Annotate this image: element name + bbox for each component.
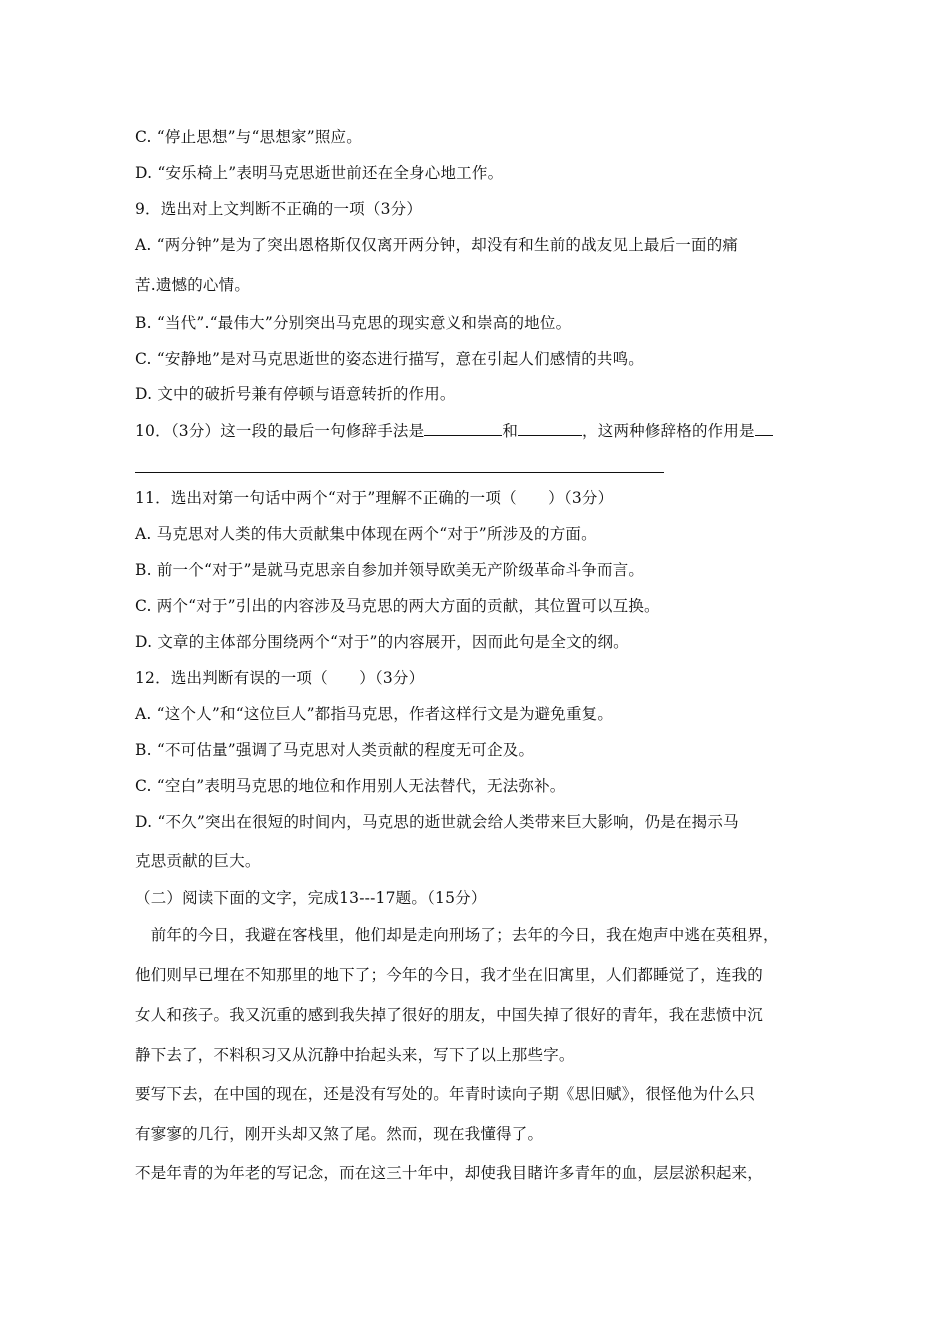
option-9a-cont: 苦.遗憾的心情。 bbox=[135, 276, 251, 294]
question-10-text-a: 10．（3分）这一段的最后一句修辞手法是 bbox=[135, 422, 425, 440]
option-11b: B. 前一个“对于”是就马克思亲自参加并领导欧美无产阶级革命斗争而言。 bbox=[135, 561, 645, 579]
option-12d-cont: 克思贡献的巨大。 bbox=[135, 852, 261, 870]
question-10-text-c: ，这两种修辞格的作用是 bbox=[582, 422, 755, 440]
question-9: 9．选出对上文判断不正确的一项（3分） bbox=[135, 200, 423, 218]
option-12d: D. “不久”突出在很短的时间内，马克思的逝世就会给人类带来巨大影响，仍是在揭示马 bbox=[135, 813, 739, 831]
answer-blank-3[interactable] bbox=[755, 419, 773, 436]
option-11a: A. 马克思对人类的伟大贡献集中体现在两个“对于”所涉及的方面。 bbox=[135, 525, 597, 543]
passage-line: 有寥寥的几行，刚开头却又煞了尾。然而，现在我懂得了。 bbox=[135, 1125, 544, 1143]
passage-line: 他们则早已埋在不知那里的地下了；今年的今日，我才坐在旧寓里，人们都睡觉了，连我的 bbox=[135, 966, 764, 984]
answer-blank-2[interactable] bbox=[518, 419, 582, 436]
option-9b: B. “当代”.“最伟大”分别突出马克思的现实意义和崇高的地位。 bbox=[135, 314, 572, 332]
option-11c: C. 两个“对于”引出的内容涉及马克思的两大方面的贡献，其位置可以互换。 bbox=[135, 597, 660, 615]
option-11d: D. 文章的主体部分围绕两个“对于”的内容展开，因而此句是全文的纲。 bbox=[135, 633, 629, 651]
option-8c: C. “停止思想”与“思想家”照应。 bbox=[135, 128, 362, 146]
option-12c: C. “空白”表明马克思的地位和作用别人无法替代，无法弥补。 bbox=[135, 777, 566, 795]
question-11: 11．选出对第一句话中两个“对于”理解不正确的一项（ ）（3分） bbox=[135, 489, 614, 507]
passage-line: 女人和孩子。我又沉重的感到我失掉了很好的朋友，中国失掉了很好的青年，我在悲愤中沉 bbox=[135, 1006, 764, 1024]
question-10 bbox=[135, 419, 773, 442]
answer-blank-1[interactable] bbox=[424, 419, 502, 436]
option-12a: A. “这个人”和“这位巨人”都指马克思，作者这样行文是为避免重复。 bbox=[135, 705, 614, 723]
question-12: 12．选出判断有误的一项（ ）（3分） bbox=[135, 669, 425, 687]
option-12b: B. “不可估量”强调了马克思对人类贡献的程度无可企及。 bbox=[135, 741, 535, 759]
passage-paragraph-3: 不是年青的为年老的写记念，而在这三十年中，却使我目睹许多青年的血，层层淤积起来， bbox=[135, 1164, 764, 1182]
option-9c: C. “安静地”是对马克思逝世的姿态进行描写，意在引起人们感情的共鸣。 bbox=[135, 350, 645, 368]
question-10-text-b: 和 bbox=[502, 422, 519, 440]
option-9d: D. 文中的破折号兼有停顿与语意转折的作用。 bbox=[135, 385, 456, 403]
option-8d: D. “安乐椅上”表明马克思逝世前还在全身心地工作。 bbox=[135, 164, 504, 182]
option-9a: A. “两分钟”是为了突出恩格斯仅仅离开两分钟，却没有和生前的战友见上最后一面的痛 bbox=[135, 236, 739, 254]
passage-paragraph-2: 要写下去，在中国的现在，还是没有写处的。年青时读向子期《思旧赋》，很怪他为什么只 bbox=[135, 1085, 756, 1103]
passage-paragraph-1: 前年的今日，我避在客栈里，他们却是走向刑场了；去年的今日，我在炮声中逃在英租界， bbox=[135, 926, 779, 944]
answer-line[interactable] bbox=[135, 472, 664, 473]
passage-line: 静下去了，不料积习又从沉静中抬起头来，写下了以上那些字。 bbox=[135, 1046, 575, 1064]
section-heading: （二）阅读下面的文字，完成13---17题。（15分） bbox=[135, 889, 487, 907]
